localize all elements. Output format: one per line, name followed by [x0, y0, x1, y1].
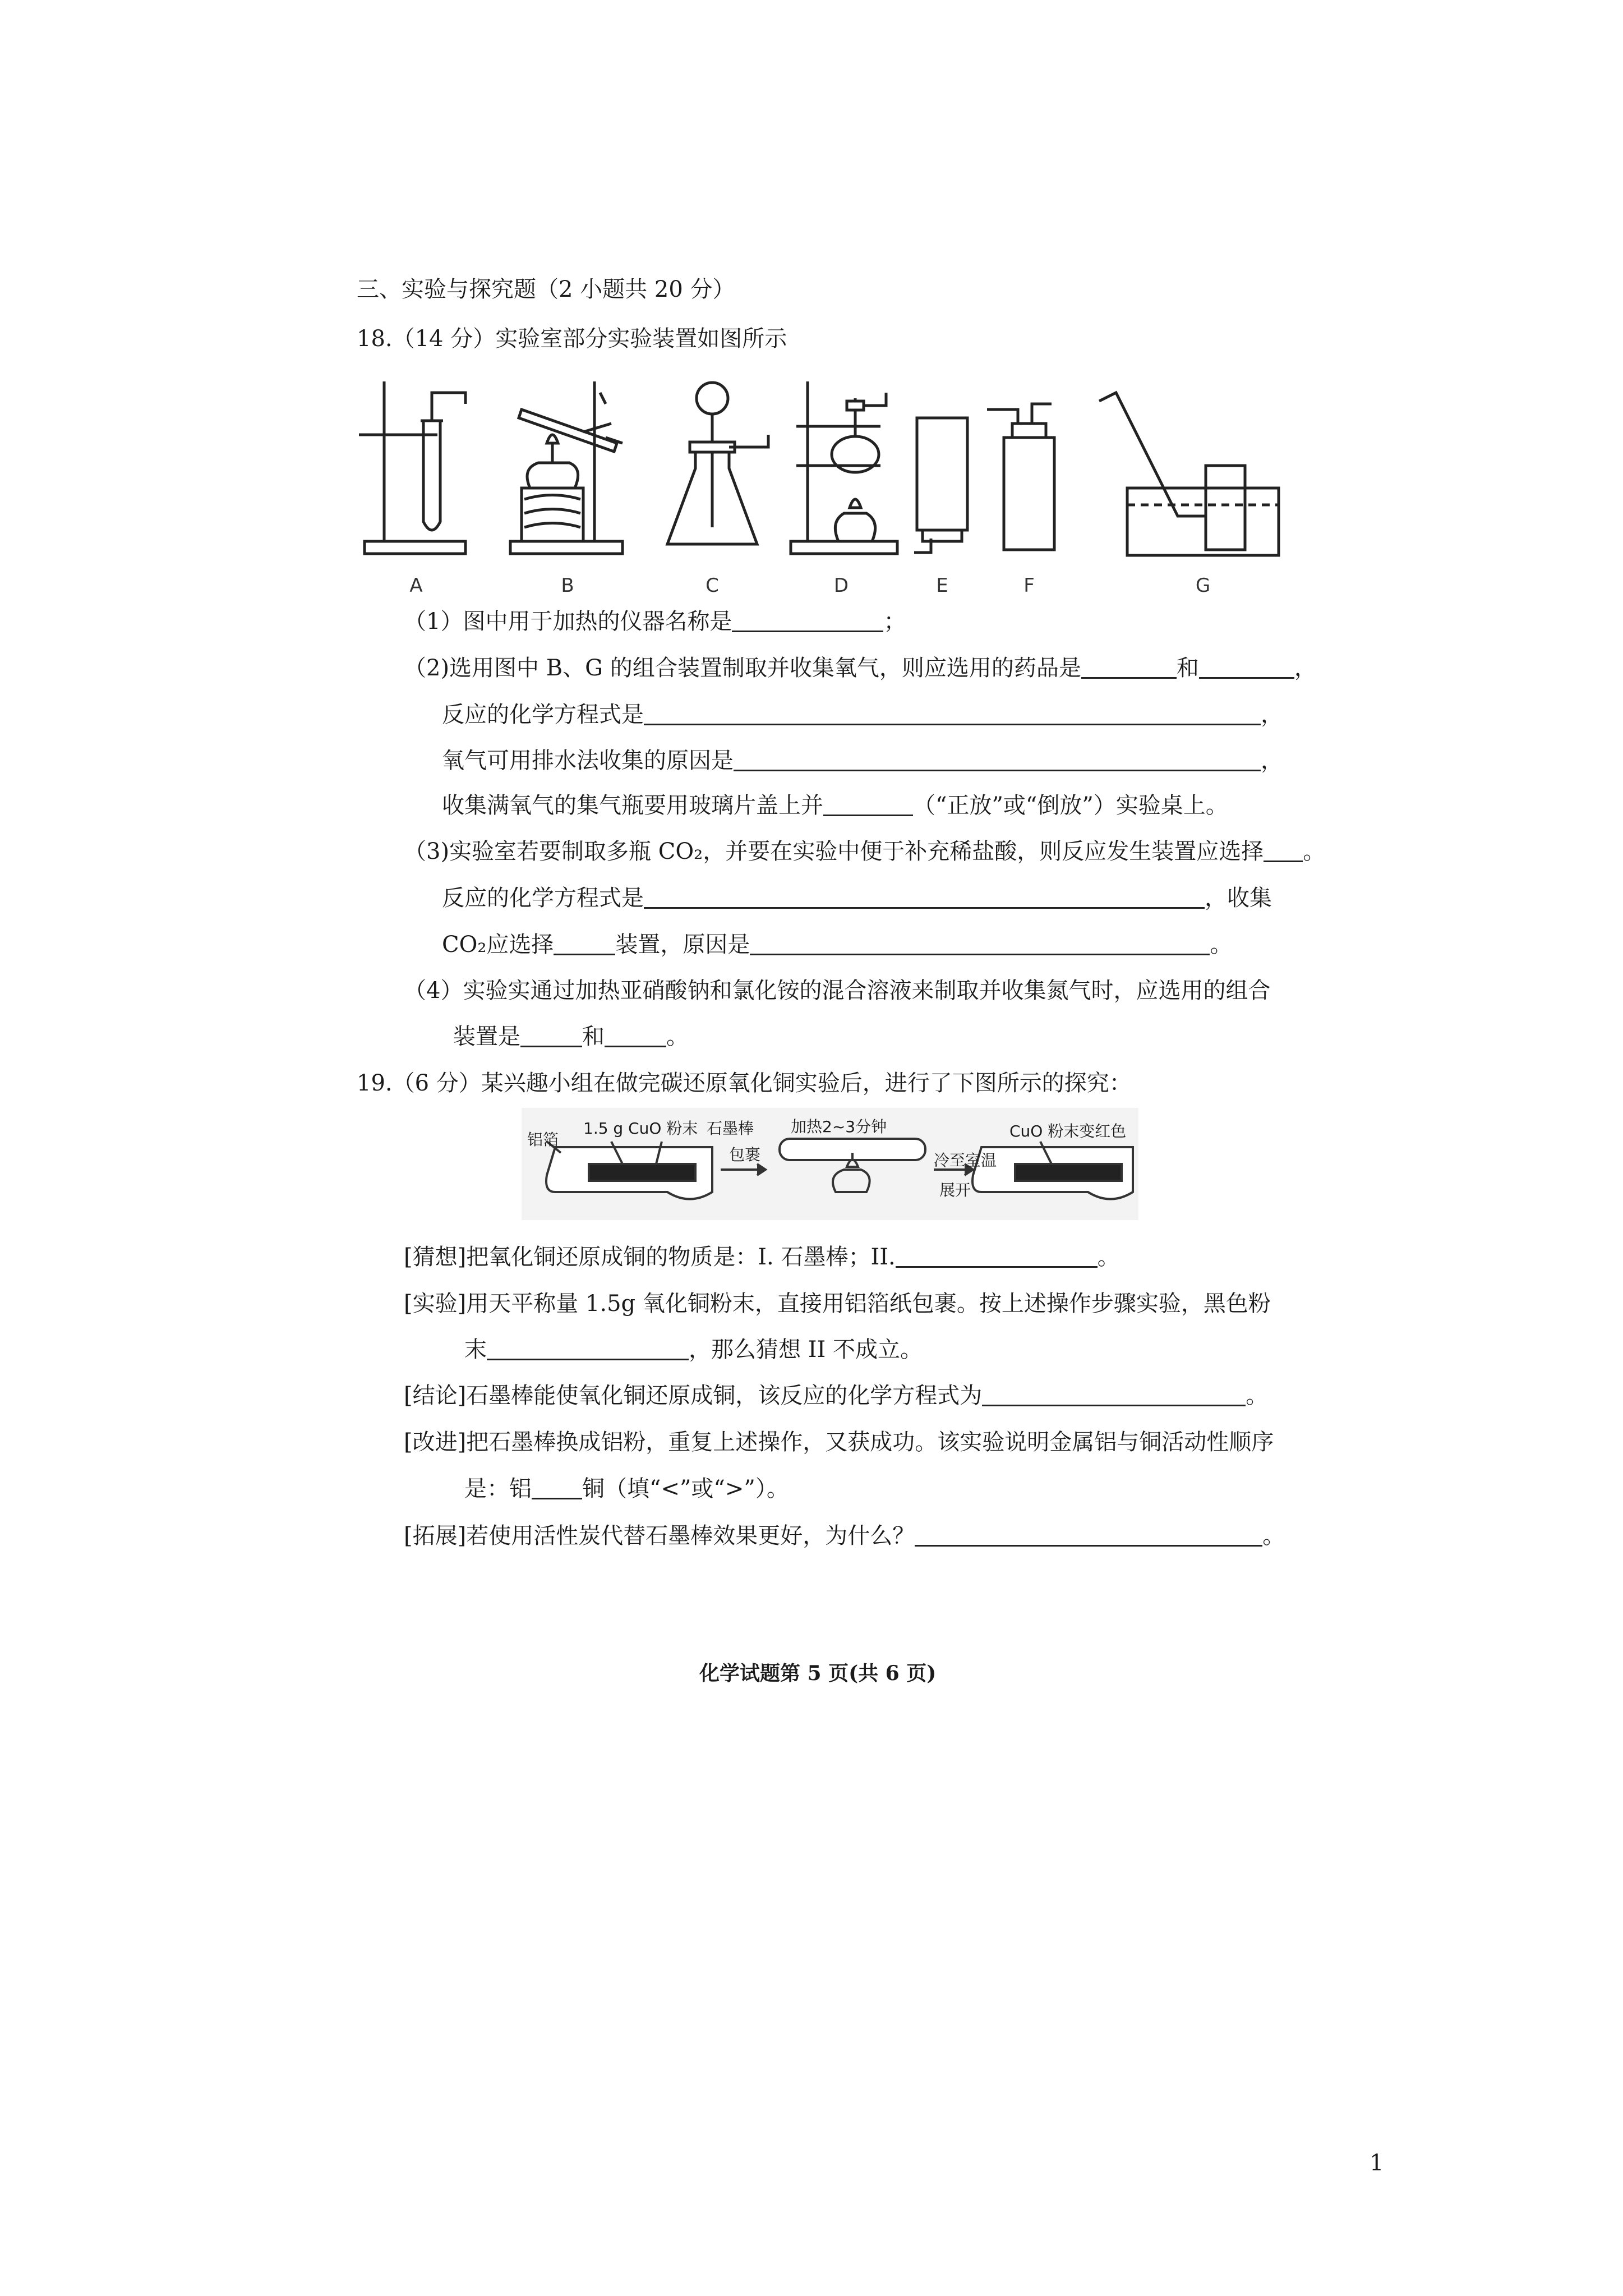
foil-label: 铝箔 [527, 1130, 559, 1149]
q19-expand: [拓展]若使用活性炭代替石墨棒效果更好，为什么？ 。 [404, 1523, 1285, 1549]
answer-blank[interactable] [732, 608, 883, 632]
answer-blank[interactable] [520, 1023, 582, 1047]
answer-blank[interactable] [532, 1475, 582, 1499]
answer-blank[interactable] [896, 1244, 1098, 1268]
answer-blank[interactable] [605, 1023, 666, 1047]
answer-blank[interactable] [734, 747, 1261, 771]
page-number: 1 [1370, 2150, 1384, 2176]
label-c: C [706, 574, 719, 597]
wrap-label: 包裹 [729, 1145, 761, 1164]
answer-blank[interactable] [644, 885, 1205, 909]
apparatus-c [667, 383, 768, 544]
unfold-label: 展开 [939, 1181, 971, 1199]
apparatus-b [510, 381, 623, 554]
apparatus-a [359, 381, 465, 554]
answer-blank[interactable] [915, 1522, 1262, 1547]
q18-header: 18.（14 分）实验室部分实验装置如图所示 [357, 326, 787, 352]
q19-improve-line1: [改进]把石墨棒换成铝粉，重复上述操作，又获成功。该实验说明金属铝与铜活动性顺序 [404, 1429, 1274, 1455]
q19-experiment-line2: 末 ，那么猜想 II 不成立。 [464, 1337, 923, 1363]
q18-part4-line1: （4）实验实通过加热亚硝酸钠和氯化铵的混合溶液来制取并收集氮气时，应选用的组合 [404, 978, 1271, 1004]
answer-blank[interactable] [1199, 655, 1294, 679]
result-label: CuO 粉末变红色 [1009, 1122, 1127, 1140]
apparatus-e [914, 418, 967, 553]
q18-part4-line2: 装置是 和 。 [453, 1024, 689, 1050]
heat-label: 加热2~3分钟 [791, 1117, 887, 1136]
q19-guess: [猜想]把氧化铜还原成铜的物质是：I. 石墨棒；II. 。 [404, 1244, 1120, 1270]
answer-blank[interactable] [1264, 838, 1303, 862]
apparatus-d [791, 381, 897, 554]
q19-header: 19.（6 分）某兴趣小组在做完碳还原氧化铜实验后，进行了下图所示的探究： [357, 1070, 1132, 1096]
answer-blank[interactable] [982, 1382, 1246, 1406]
answer-blank[interactable] [554, 931, 615, 955]
answer-blank[interactable] [1081, 655, 1177, 679]
cuo-reduction-diagram [522, 1108, 1138, 1220]
cuo-powder-label: 1.5 g CuO 粉末 [583, 1119, 698, 1138]
section-title: 三、实验与探究题（2 小题共 20 分） [357, 277, 735, 302]
page-footer: 化学试题第 5 页(共 6 页) [699, 1662, 937, 1685]
answer-blank[interactable] [487, 1336, 689, 1360]
q18-part2-line3: 氧气可用排水法收集的原因是 ， [442, 748, 1283, 774]
q19-experiment-line1: [实验]用天平称量 1.5g 氧化铜粉末，直接用铝箔纸包裹。按上述操作步骤实验，黑色粉 [404, 1291, 1271, 1317]
lab-apparatus-figure [353, 370, 1284, 600]
graphite-rod-label: 石墨棒 [707, 1119, 754, 1138]
answer-blank[interactable] [644, 701, 1261, 725]
label-b: B [561, 574, 574, 597]
q18-part3-line3: CO₂应选择 装置，原因是 。 [442, 932, 1233, 958]
apparatus-f [987, 404, 1054, 550]
q19-conclusion: [结论]石墨棒能使氧化铜还原成铜，该反应的化学方程式为 。 [404, 1383, 1269, 1409]
q18-part3-line2: 反应的化学方程式是 ，收集 [442, 885, 1272, 911]
cool-label: 冷至室温 [934, 1151, 997, 1170]
label-g: G [1195, 574, 1211, 597]
label-e: E [936, 574, 948, 597]
apparatus-g [1099, 393, 1279, 555]
q18-part2-line1: （2)选用图中 B、G 的组合装置制取并收集氧气，则应选用的药品是 和 ， [404, 655, 1317, 681]
q19-improve-line2: 是：铝 铜（填“<”或“>”）。 [464, 1476, 789, 1502]
q18-part2-line4: 收集满氧气的集气瓶要用玻璃片盖上并 （“正放”或“倒放”）实验桌上。 [442, 793, 1228, 818]
label-f: F [1023, 574, 1035, 597]
answer-blank[interactable] [823, 792, 913, 816]
answer-blank[interactable] [750, 931, 1210, 955]
q18-part2-line2: 反应的化学方程式是 ， [442, 702, 1283, 728]
label-d: D [833, 574, 849, 597]
label-a: A [409, 574, 423, 597]
q18-part1: （1）图中用于加热的仪器名称是 ； [404, 609, 906, 634]
q18-part3-line1: （3)实验室若要制取多瓶 CO₂，并要在实验中便于补充稀盐酸，则反应发生装置应选择 。 [404, 839, 1326, 864]
